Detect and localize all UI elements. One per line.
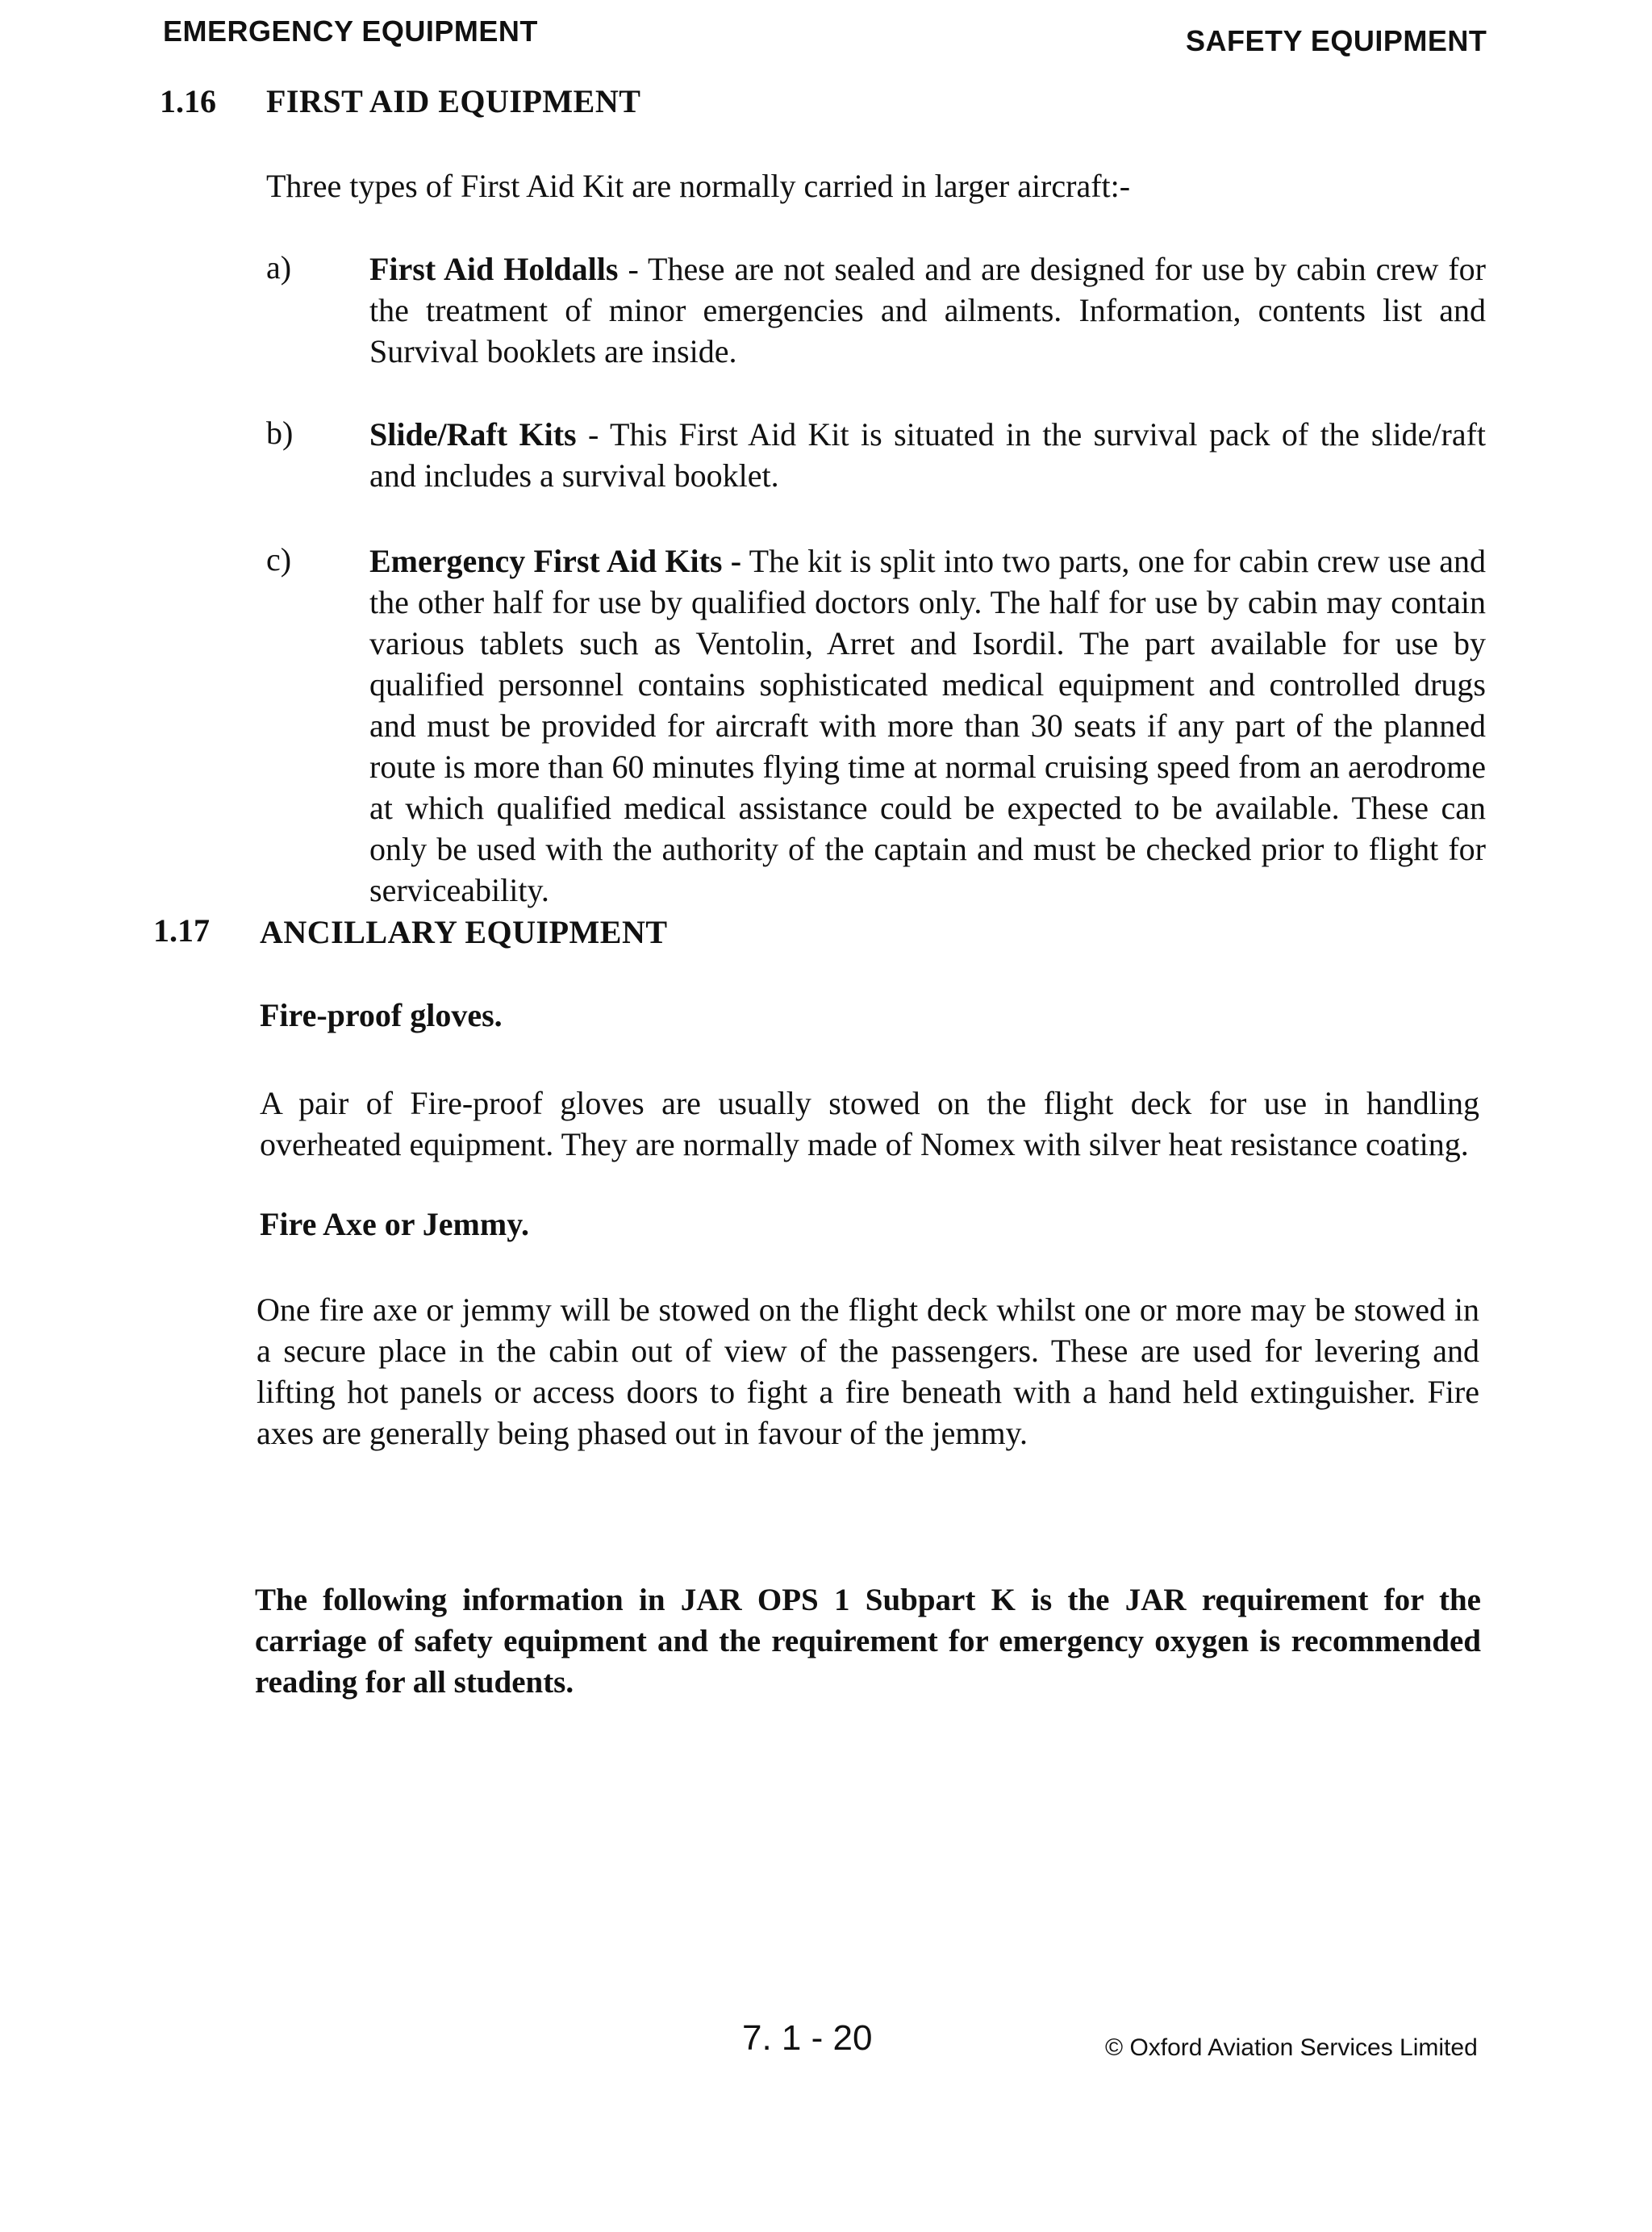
- list-item-slide-raft-kits: [369, 414, 1486, 496]
- item-term: Slide/Raft Kits: [369, 416, 577, 453]
- subheading-fire-proof-gloves: Fire-proof gloves.: [260, 997, 503, 1033]
- item-text: The kit is split into two parts, one for cabin crew use and the other half for use by qualified doctors only. The half for use by cabin may contain various tablets such as Ventolin, Arret and Isordil. The part available for use by qualified personnel contains sophisticated medical equipment and controlled drugs and must be provided for aircraft with more than 30 seats if any part of the planned route is more than 60 minutes flying time at normal cruising speed from an aerodrome at which qualified medical assistance could be expected to be available. These can only be used with the authority of the captain and must be checked prior to flight for serviceability.: [369, 543, 1487, 908]
- subheading-fire-axe: Fire Axe or Jemmy.: [260, 1206, 529, 1242]
- list-item-emergency-first-aid-kits: [369, 540, 1486, 911]
- item-term: First Aid Holdalls: [369, 251, 619, 287]
- paragraph-fire-axe: One fire axe or jemmy will be stowed on the flight deck whilst one or more may be stowed in a secure place in the cabin out of view of the passengers. These are used for levering and lifting hot panels or access doors to fight a fire beneath with a hand held extinguisher. Fire axes are generally being phased out in favour of the jemmy.: [257, 1291, 1479, 1451]
- section-number-1-17: 1.17: [153, 912, 210, 949]
- jar-ops-note: The following information in JAR OPS 1 Subpart K is the JAR requirement for the carriage of safety equipment and the requirement for emergency oxygen is recommended reading for all students.: [255, 1583, 1481, 1700]
- running-header-left: EMERGENCY EQUIPMENT: [163, 15, 538, 48]
- list-marker-a: a): [266, 249, 292, 286]
- list-marker-c: c): [266, 541, 292, 578]
- page-number: 7. 1 - 20: [742, 2018, 873, 2058]
- section-number-1-16: 1.16: [160, 83, 216, 119]
- item-term: Emergency First Aid Kits -: [369, 543, 742, 579]
- running-header-right: SAFETY EQUIPMENT: [1186, 24, 1487, 57]
- copyright-notice: © Oxford Aviation Services Limited: [1105, 2034, 1478, 2061]
- paragraph-fire-proof-gloves: A pair of Fire-proof gloves are usually stowed on the flight deck for use in handling overheated equipment. They are normally made of Nomex with silver heat resistance coating.: [260, 1085, 1479, 1162]
- item-text: - These are not sealed and are designed for use by cabin crew for the treatment of minor emergencies and ailments. Information, contents list and Survival booklets are inside.: [369, 251, 1486, 369]
- section-intro: Three types of First Aid Kit are normally carried in larger aircraft:-: [266, 168, 1131, 204]
- section-title-first-aid: FIRST AID EQUIPMENT: [266, 83, 641, 119]
- list-item-first-aid-holdalls: [369, 248, 1486, 372]
- list-marker-b: b): [266, 415, 294, 451]
- item-text: - This First Aid Kit is situated in the survival pack of the slide/raft and includes a survival booklet.: [369, 416, 1487, 494]
- section-title-ancillary: ANCILLARY EQUIPMENT: [260, 914, 668, 950]
